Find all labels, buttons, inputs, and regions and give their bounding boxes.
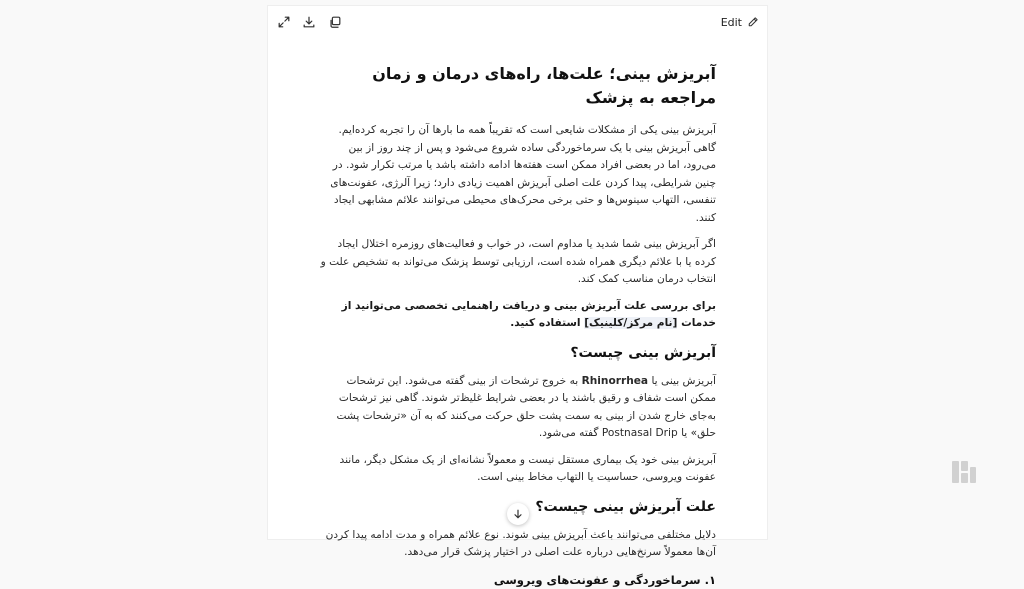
watermark-logo-icon <box>951 459 977 485</box>
section-1-paragraph-2: آبریزش بینی خود یک بیماری مستقل نیست و معمولاً نشانه‌ای از یک مشکل دیگر، مانند عفونت ویروسی، حساسیت یا التهاب مخاط بینی است. <box>339 453 716 483</box>
copy-icon[interactable] <box>327 14 343 30</box>
section-heading-what-is: آبریزش بینی چیست؟ <box>570 344 716 361</box>
term-postnasal-drip: Postnasal Drip <box>601 427 678 439</box>
scroll-to-bottom-button[interactable] <box>507 503 529 525</box>
section-1-paragraph-1 <box>318 373 716 443</box>
pencil-icon <box>747 16 759 28</box>
download-icon[interactable] <box>301 14 317 30</box>
arrow-down-icon <box>512 508 524 520</box>
clinic-name-placeholder: [نام مرکز/کلینیک] <box>584 317 678 329</box>
subsection-heading-cold: ۱. سرماخوردگی و عفونت‌های ویروسی <box>493 572 716 587</box>
document-panel <box>268 6 767 587</box>
s1p1-text-c: گفته می‌شود. <box>538 427 602 439</box>
section-2-paragraph-1: دلایل مختلفی می‌توانند باعث آبریزش بینی شوند. نوع علائم همراه و مدت ادامه پیدا کردن آن‌ها معمولاً سرنخ‌هایی درباره علت اصلی در اختیار پزشک قرار می‌دهد. <box>325 528 716 558</box>
expand-icon[interactable] <box>276 14 292 30</box>
s1p1-text-b: به خروج ترشحات از بینی گفته می‌شود. این ترشحات ممکن است شفاف و رقیق باشند یا در بعضی شرایط غلیظ‌تر شوند. گاهی نیز ترشحات به‌جای خارج شدن از بینی به سمت پشت حلق حرکت می‌کنند که به آن «ترشحات پشت حلق» یا <box>336 374 716 439</box>
call-to-action-paragraph <box>318 298 716 333</box>
page-title: آبریزش بینی؛ علت‌ها، راه‌های درمان و زمان مراجعه به پزشک <box>372 64 716 107</box>
s1p1-text-a: آبریزش بینی یا <box>648 374 716 387</box>
term-rhinorrhea: Rhinorrhea <box>581 374 649 387</box>
document-toolbar <box>268 6 767 38</box>
section-heading-causes: علت آبریزش بینی چیست؟ <box>535 498 716 515</box>
cta-text-end: استفاده کنید. <box>510 317 585 329</box>
edit-button-label: Edit <box>720 15 742 29</box>
edit-button[interactable] <box>721 14 759 30</box>
intro-paragraph-1: آبریزش بینی یکی از مشکلات شایعی است که تقریباً همه ما بارها آن را تجربه کرده‌ایم. گاهی آبریزش بینی با یک سرماخوردگی ساده شروع می‌شود و پس از چند روز از بین می‌رود، اما در بعضی افراد ممکن است هفته‌ها ادامه داشته باشد یا مرتب تکرار شود. در چنین شرایطی، پیدا کردن علت اصلی آبریزش اهمیت زیادی دارد؛ زیرا آلرژی، عفونت‌های تنفسی، التهاب سینوس‌ها و حتی برخی محرک‌های محیطی می‌توانند علائم مشابهی ایجاد کنند. <box>330 124 716 224</box>
intro-paragraph-2: اگر آبریزش بینی شما شدید یا مداوم است، در خواب و فعالیت‌های روزمره اختلال ایجاد کرده یا با علائم دیگری همراه شده است، ارزیابی توسط پزشک می‌تواند به تشخیص علت و انتخاب درمان مناسب کمک کند. <box>320 238 716 285</box>
cta-text-start: برای بررسی علت آبریزش بینی و دریافت راهنمایی تخصصی می‌توانید از خدمات <box>341 299 716 329</box>
